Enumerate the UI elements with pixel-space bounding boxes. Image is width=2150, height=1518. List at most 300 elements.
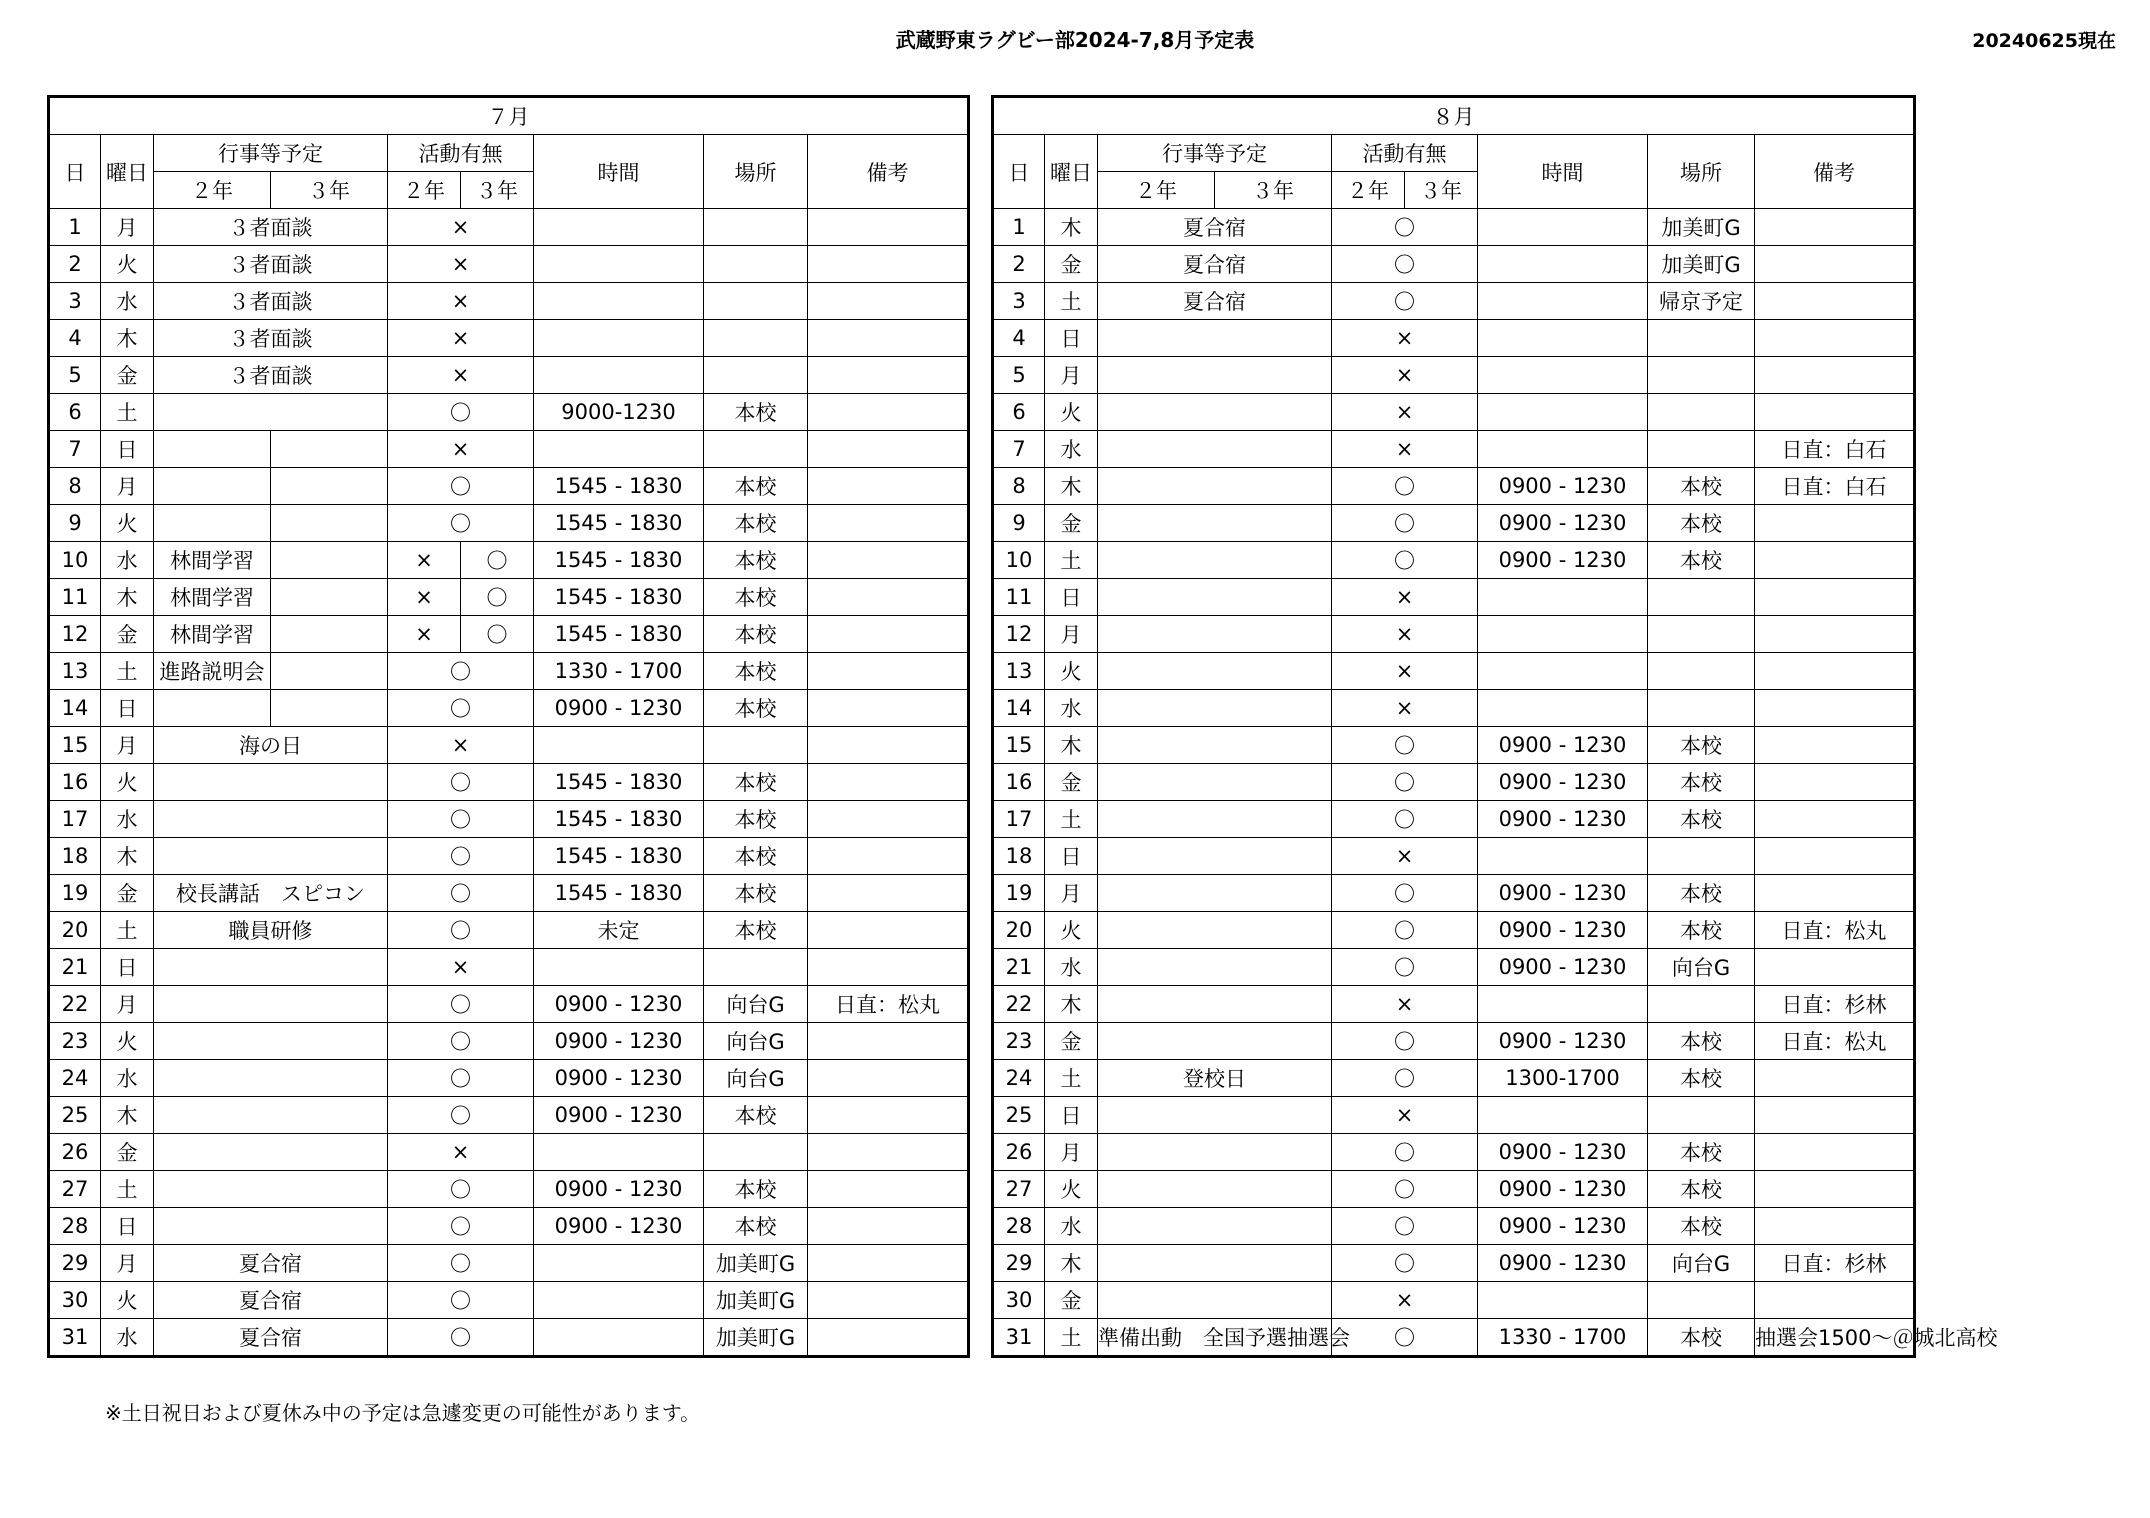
day-cell: 4	[49, 320, 101, 357]
event-cell	[1098, 468, 1332, 505]
event-cell	[1098, 1171, 1332, 1208]
table-row	[993, 468, 1915, 505]
day-cell: 18	[993, 838, 1045, 875]
time-cell: 0900 - 1230	[1478, 505, 1648, 542]
day-cell: 22	[49, 986, 101, 1023]
day-cell: 7	[993, 431, 1045, 468]
place-cell: 本校	[704, 912, 808, 949]
table-row	[993, 209, 1915, 246]
time-cell	[1478, 986, 1648, 1023]
day-cell: 10	[993, 542, 1045, 579]
time-cell: 1330 - 1700	[534, 653, 704, 690]
day-cell: 25	[49, 1097, 101, 1134]
place-cell: 本校	[704, 1097, 808, 1134]
july-table-body	[49, 209, 969, 1357]
time-cell	[1478, 320, 1648, 357]
note-cell	[808, 579, 969, 616]
weekday-cell: 火	[1045, 394, 1098, 431]
header-events-year3: ３年	[271, 172, 388, 209]
activity-cell: 〇	[1332, 1023, 1478, 1060]
table-row	[993, 949, 1915, 986]
activity-cell: 〇	[388, 1060, 534, 1097]
day-cell: 22	[993, 986, 1045, 1023]
event-cell	[1098, 801, 1332, 838]
time-cell	[1478, 838, 1648, 875]
place-cell: 本校	[704, 801, 808, 838]
event-cell	[1098, 875, 1332, 912]
place-cell: 本校	[1648, 1134, 1755, 1171]
footnote: ※土日祝日および夏休み中の予定は急遽変更の可能性があります。	[105, 1401, 701, 1425]
weekday-cell: 日	[1045, 1097, 1098, 1134]
event-cell: 夏合宿	[1098, 246, 1332, 283]
place-cell: 本校	[1648, 1023, 1755, 1060]
table-row	[993, 283, 1915, 320]
time-cell: 0900 - 1230	[1478, 1208, 1648, 1245]
place-cell	[1648, 394, 1755, 431]
note-cell	[1755, 1097, 1915, 1134]
header-activity: 活動有無	[388, 135, 534, 172]
activity-cell: 〇	[1332, 1060, 1478, 1097]
note-cell	[1755, 727, 1915, 764]
weekday-cell: 木	[1045, 727, 1098, 764]
day-cell: 8	[49, 468, 101, 505]
table-row	[993, 1134, 1915, 1171]
time-cell	[1478, 1282, 1648, 1319]
event-cell	[154, 1097, 388, 1134]
weekday-cell: 日	[1045, 579, 1098, 616]
place-cell: 本校	[704, 764, 808, 801]
table-row	[993, 727, 1915, 764]
note-cell	[808, 468, 969, 505]
day-cell: 24	[49, 1060, 101, 1097]
header-activity-year2: ２年	[388, 172, 461, 209]
august-table-body	[993, 209, 1998, 1357]
activity-cell: 〇	[388, 690, 534, 727]
note-cell	[808, 209, 969, 246]
place-cell	[704, 1134, 808, 1171]
weekday-cell: 日	[101, 431, 154, 468]
day-cell: 17	[993, 801, 1045, 838]
weekday-cell: 火	[1045, 1171, 1098, 1208]
event-cell: 夏合宿	[154, 1282, 388, 1319]
header-place: 場所	[704, 135, 808, 209]
activity-cell: 〇	[1332, 912, 1478, 949]
place-cell	[1648, 1282, 1755, 1319]
place-cell: 向台G	[704, 1023, 808, 1060]
time-cell: 0900 - 1230	[1478, 875, 1648, 912]
event-cell	[154, 1060, 388, 1097]
note-cell	[808, 1097, 969, 1134]
activity-cell: 〇	[1332, 1319, 1478, 1357]
weekday-cell: 土	[1045, 1319, 1098, 1357]
event-year2-cell: 林間学習	[154, 542, 271, 579]
table-row	[49, 431, 969, 468]
day-cell: 12	[49, 616, 101, 653]
note-cell	[808, 1023, 969, 1060]
header-notes: 備考	[808, 135, 969, 209]
day-cell: 20	[993, 912, 1045, 949]
note-cell	[1755, 616, 1915, 653]
place-cell	[1648, 616, 1755, 653]
note-cell	[1755, 838, 1915, 875]
note-cell	[808, 283, 969, 320]
event-cell	[154, 949, 388, 986]
table-row	[49, 1171, 969, 1208]
event-year2-cell: 林間学習	[154, 579, 271, 616]
activity-cell: 〇	[388, 1097, 534, 1134]
note-cell: 日直：松丸	[1755, 912, 1915, 949]
event-cell	[1098, 1023, 1332, 1060]
time-cell	[1478, 246, 1648, 283]
header-events-year2: ２年	[1098, 172, 1215, 209]
table-row	[993, 764, 1915, 801]
table-row	[49, 727, 969, 764]
place-cell: 本校	[704, 875, 808, 912]
event-cell: ３者面談	[154, 357, 388, 394]
activity-cell: ×	[388, 431, 534, 468]
weekday-cell: 金	[101, 875, 154, 912]
activity-cell: ×	[388, 320, 534, 357]
time-cell: 0900 - 1230	[1478, 1245, 1648, 1282]
place-cell: 本校	[704, 579, 808, 616]
activity-cell: 〇	[1332, 505, 1478, 542]
table-row	[49, 1319, 969, 1357]
place-cell	[704, 357, 808, 394]
weekday-cell: 水	[101, 1060, 154, 1097]
note-cell	[1755, 394, 1915, 431]
event-cell	[1098, 616, 1332, 653]
day-cell: 9	[993, 505, 1045, 542]
activity-cell: ×	[388, 283, 534, 320]
place-cell: 本校	[1648, 764, 1755, 801]
time-cell	[1478, 616, 1648, 653]
time-cell: 0900 - 1230	[1478, 1134, 1648, 1171]
note-cell	[1755, 1060, 1915, 1097]
august-table-header	[993, 97, 1915, 209]
event-cell	[1098, 912, 1332, 949]
activity-cell: ×	[388, 949, 534, 986]
activity-cell: 〇	[1332, 283, 1478, 320]
event-cell	[154, 1171, 388, 1208]
activity-cell: ×	[388, 357, 534, 394]
event-year3-cell	[271, 690, 388, 727]
event-cell	[1098, 949, 1332, 986]
time-cell: 1545 - 1830	[534, 838, 704, 875]
weekday-cell: 水	[101, 542, 154, 579]
place-cell: 帰京予定	[1648, 283, 1755, 320]
weekday-cell: 土	[1045, 1060, 1098, 1097]
table-row	[993, 1171, 1915, 1208]
weekday-cell: 水	[1045, 949, 1098, 986]
time-cell	[1478, 579, 1648, 616]
place-cell	[704, 209, 808, 246]
time-cell	[1478, 431, 1648, 468]
event-cell: 夏合宿	[154, 1319, 388, 1357]
weekday-cell: 火	[101, 1023, 154, 1060]
day-cell: 2	[49, 246, 101, 283]
event-year2-cell	[154, 690, 271, 727]
table-row	[49, 283, 969, 320]
day-cell: 16	[993, 764, 1045, 801]
note-cell	[1755, 209, 1915, 246]
activity-cell: 〇	[388, 875, 534, 912]
table-row	[993, 912, 1915, 949]
note-cell	[808, 320, 969, 357]
table-row	[993, 838, 1915, 875]
day-cell: 19	[49, 875, 101, 912]
event-year3-cell	[271, 431, 388, 468]
table-row	[49, 875, 969, 912]
event-year3-cell	[271, 653, 388, 690]
activity-cell: 〇	[388, 1282, 534, 1319]
activity-cell: ×	[1332, 690, 1478, 727]
time-cell: 0900 - 1230	[534, 690, 704, 727]
weekday-cell: 火	[101, 246, 154, 283]
time-cell	[534, 320, 704, 357]
weekday-cell: 月	[101, 1245, 154, 1282]
place-cell: 本校	[704, 1208, 808, 1245]
activity-cell: 〇	[1332, 246, 1478, 283]
table-row	[49, 653, 969, 690]
table-row	[49, 912, 969, 949]
header-events: 行事等予定	[1098, 135, 1332, 172]
time-cell: 1545 - 1830	[534, 468, 704, 505]
table-row	[49, 838, 969, 875]
day-cell: 21	[49, 949, 101, 986]
document-title: 武蔵野東ラグビー部2024-7,8月予定表	[895, 28, 1255, 52]
event-year2-cell	[154, 505, 271, 542]
day-cell: 6	[993, 394, 1045, 431]
day-cell: 5	[49, 357, 101, 394]
header-weekday: 曜日	[101, 135, 154, 209]
header-weekday: 曜日	[1045, 135, 1098, 209]
weekday-cell: 月	[1045, 1134, 1098, 1171]
time-cell	[534, 209, 704, 246]
event-year2-cell: 林間学習	[154, 616, 271, 653]
time-cell	[534, 357, 704, 394]
note-cell	[808, 246, 969, 283]
weekday-cell: 火	[101, 505, 154, 542]
activity-cell: ×	[1332, 394, 1478, 431]
time-cell: 1300-1700	[1478, 1060, 1648, 1097]
note-cell	[1755, 801, 1915, 838]
activity-cell: 〇	[388, 1208, 534, 1245]
activity-cell: 〇	[388, 1319, 534, 1357]
event-cell: ３者面談	[154, 209, 388, 246]
note-cell	[1755, 357, 1915, 394]
event-cell: 夏合宿	[154, 1245, 388, 1282]
place-cell: 向台G	[704, 1060, 808, 1097]
activity-cell: ×	[1332, 653, 1478, 690]
day-cell: 23	[49, 1023, 101, 1060]
time-cell: 0900 - 1230	[1478, 727, 1648, 764]
event-year2-cell	[154, 431, 271, 468]
note-cell	[808, 357, 969, 394]
place-cell: 本校	[1648, 1060, 1755, 1097]
day-cell: 1	[49, 209, 101, 246]
event-cell	[154, 801, 388, 838]
note-cell	[808, 912, 969, 949]
weekday-cell: 木	[101, 838, 154, 875]
activity-cell: 〇	[1332, 727, 1478, 764]
weekday-cell: 日	[101, 690, 154, 727]
note-cell	[1755, 542, 1915, 579]
activity-cell: ×	[388, 727, 534, 764]
event-cell: 職員研修	[154, 912, 388, 949]
weekday-cell: 月	[101, 209, 154, 246]
table-row	[49, 690, 969, 727]
weekday-cell: 金	[101, 357, 154, 394]
august-schedule-table	[991, 95, 1998, 1358]
event-cell	[1098, 1282, 1332, 1319]
event-cell	[1098, 1097, 1332, 1134]
header-activity: 活動有無	[1332, 135, 1478, 172]
weekday-cell: 水	[1045, 431, 1098, 468]
day-cell: 30	[49, 1282, 101, 1319]
activity-year3-cell: 〇	[461, 579, 534, 616]
weekday-cell: 火	[101, 1282, 154, 1319]
weekday-cell: 火	[1045, 912, 1098, 949]
day-cell: 7	[49, 431, 101, 468]
table-row	[993, 357, 1915, 394]
weekday-cell: 土	[101, 1171, 154, 1208]
time-cell	[1478, 357, 1648, 394]
header-activity-year3: ３年	[1405, 172, 1478, 209]
day-cell: 27	[993, 1171, 1045, 1208]
day-cell: 5	[993, 357, 1045, 394]
event-cell	[1098, 542, 1332, 579]
activity-cell: 〇	[1332, 1245, 1478, 1282]
activity-cell: ×	[1332, 579, 1478, 616]
july-table-header	[49, 97, 969, 209]
table-row	[49, 246, 969, 283]
weekday-cell: 火	[1045, 653, 1098, 690]
time-cell	[534, 1319, 704, 1357]
day-cell: 13	[993, 653, 1045, 690]
place-cell: 本校	[704, 653, 808, 690]
weekday-cell: 火	[101, 764, 154, 801]
note-cell: 日直：松丸	[1755, 1023, 1915, 1060]
weekday-cell: 日	[101, 1208, 154, 1245]
time-cell	[534, 727, 704, 764]
day-cell: 2	[993, 246, 1045, 283]
time-cell	[534, 431, 704, 468]
activity-year2-cell: ×	[388, 579, 461, 616]
table-row	[993, 1060, 1915, 1097]
event-cell	[1098, 579, 1332, 616]
note-cell	[1755, 690, 1915, 727]
time-cell: 0900 - 1230	[534, 1060, 704, 1097]
event-cell	[154, 764, 388, 801]
note-cell: 抽選会1500～＠城北高校	[1755, 1319, 1915, 1357]
header-activity-year2: ２年	[1332, 172, 1405, 209]
place-cell	[704, 727, 808, 764]
note-cell	[808, 542, 969, 579]
note-cell: 日直：白石	[1755, 468, 1915, 505]
table-row	[49, 209, 969, 246]
day-cell: 31	[49, 1319, 101, 1357]
table-row	[993, 653, 1915, 690]
note-cell	[808, 690, 969, 727]
place-cell	[1648, 838, 1755, 875]
weekday-cell: 木	[1045, 1245, 1098, 1282]
event-cell	[1098, 431, 1332, 468]
table-row	[993, 986, 1915, 1023]
weekday-cell: 水	[1045, 690, 1098, 727]
table-row	[993, 542, 1915, 579]
weekday-cell: 日	[1045, 320, 1098, 357]
event-year2-cell: 進路説明会	[154, 653, 271, 690]
table-row	[49, 1023, 969, 1060]
note-cell	[1755, 283, 1915, 320]
time-cell	[1478, 209, 1648, 246]
activity-cell: 〇	[1332, 542, 1478, 579]
activity-cell: ×	[388, 209, 534, 246]
table-row	[993, 1208, 1915, 1245]
note-cell: 日直：白石	[1755, 431, 1915, 468]
table-row	[49, 986, 969, 1023]
place-cell: 加美町G	[704, 1245, 808, 1282]
table-row	[49, 394, 969, 431]
activity-cell: 〇	[388, 1023, 534, 1060]
event-cell: 校長講話 スピコン	[154, 875, 388, 912]
activity-cell: 〇	[1332, 1208, 1478, 1245]
event-cell	[1098, 505, 1332, 542]
activity-cell: 〇	[1332, 1134, 1478, 1171]
event-cell: 準備出動 全国予選抽選会	[1098, 1319, 1332, 1357]
day-cell: 4	[993, 320, 1045, 357]
event-cell	[1098, 764, 1332, 801]
time-cell: 0900 - 1230	[1478, 801, 1648, 838]
activity-cell: 〇	[1332, 468, 1478, 505]
weekday-cell: 木	[101, 320, 154, 357]
place-cell: 本校	[704, 1171, 808, 1208]
header-events-year2: ２年	[154, 172, 271, 209]
event-cell	[1098, 1245, 1332, 1282]
event-cell	[1098, 986, 1332, 1023]
place-cell: 本校	[1648, 1319, 1755, 1357]
weekday-cell: 水	[101, 1319, 154, 1357]
weekday-cell: 土	[101, 912, 154, 949]
event-cell	[154, 1134, 388, 1171]
event-cell	[1098, 1208, 1332, 1245]
event-year2-cell	[154, 468, 271, 505]
activity-cell: ×	[1332, 1097, 1478, 1134]
note-cell	[1755, 579, 1915, 616]
day-cell: 20	[49, 912, 101, 949]
table-row	[49, 468, 969, 505]
weekday-cell: 金	[1045, 246, 1098, 283]
event-cell	[1098, 727, 1332, 764]
place-cell: 本校	[1648, 505, 1755, 542]
place-cell	[704, 431, 808, 468]
event-cell	[154, 1023, 388, 1060]
table-row	[993, 505, 1915, 542]
place-cell: 加美町G	[1648, 209, 1755, 246]
note-cell	[808, 431, 969, 468]
time-cell: 1330 - 1700	[1478, 1319, 1648, 1357]
note-cell	[808, 875, 969, 912]
table-row	[993, 1319, 1915, 1357]
weekday-cell: 日	[1045, 838, 1098, 875]
day-cell: 8	[993, 468, 1045, 505]
weekday-cell: 土	[101, 394, 154, 431]
note-cell: 日直：杉林	[1755, 986, 1915, 1023]
table-row	[49, 616, 969, 653]
as-of-date: 20240625現在	[1972, 30, 2116, 52]
time-cell: 0900 - 1230	[1478, 1023, 1648, 1060]
time-cell	[1478, 690, 1648, 727]
